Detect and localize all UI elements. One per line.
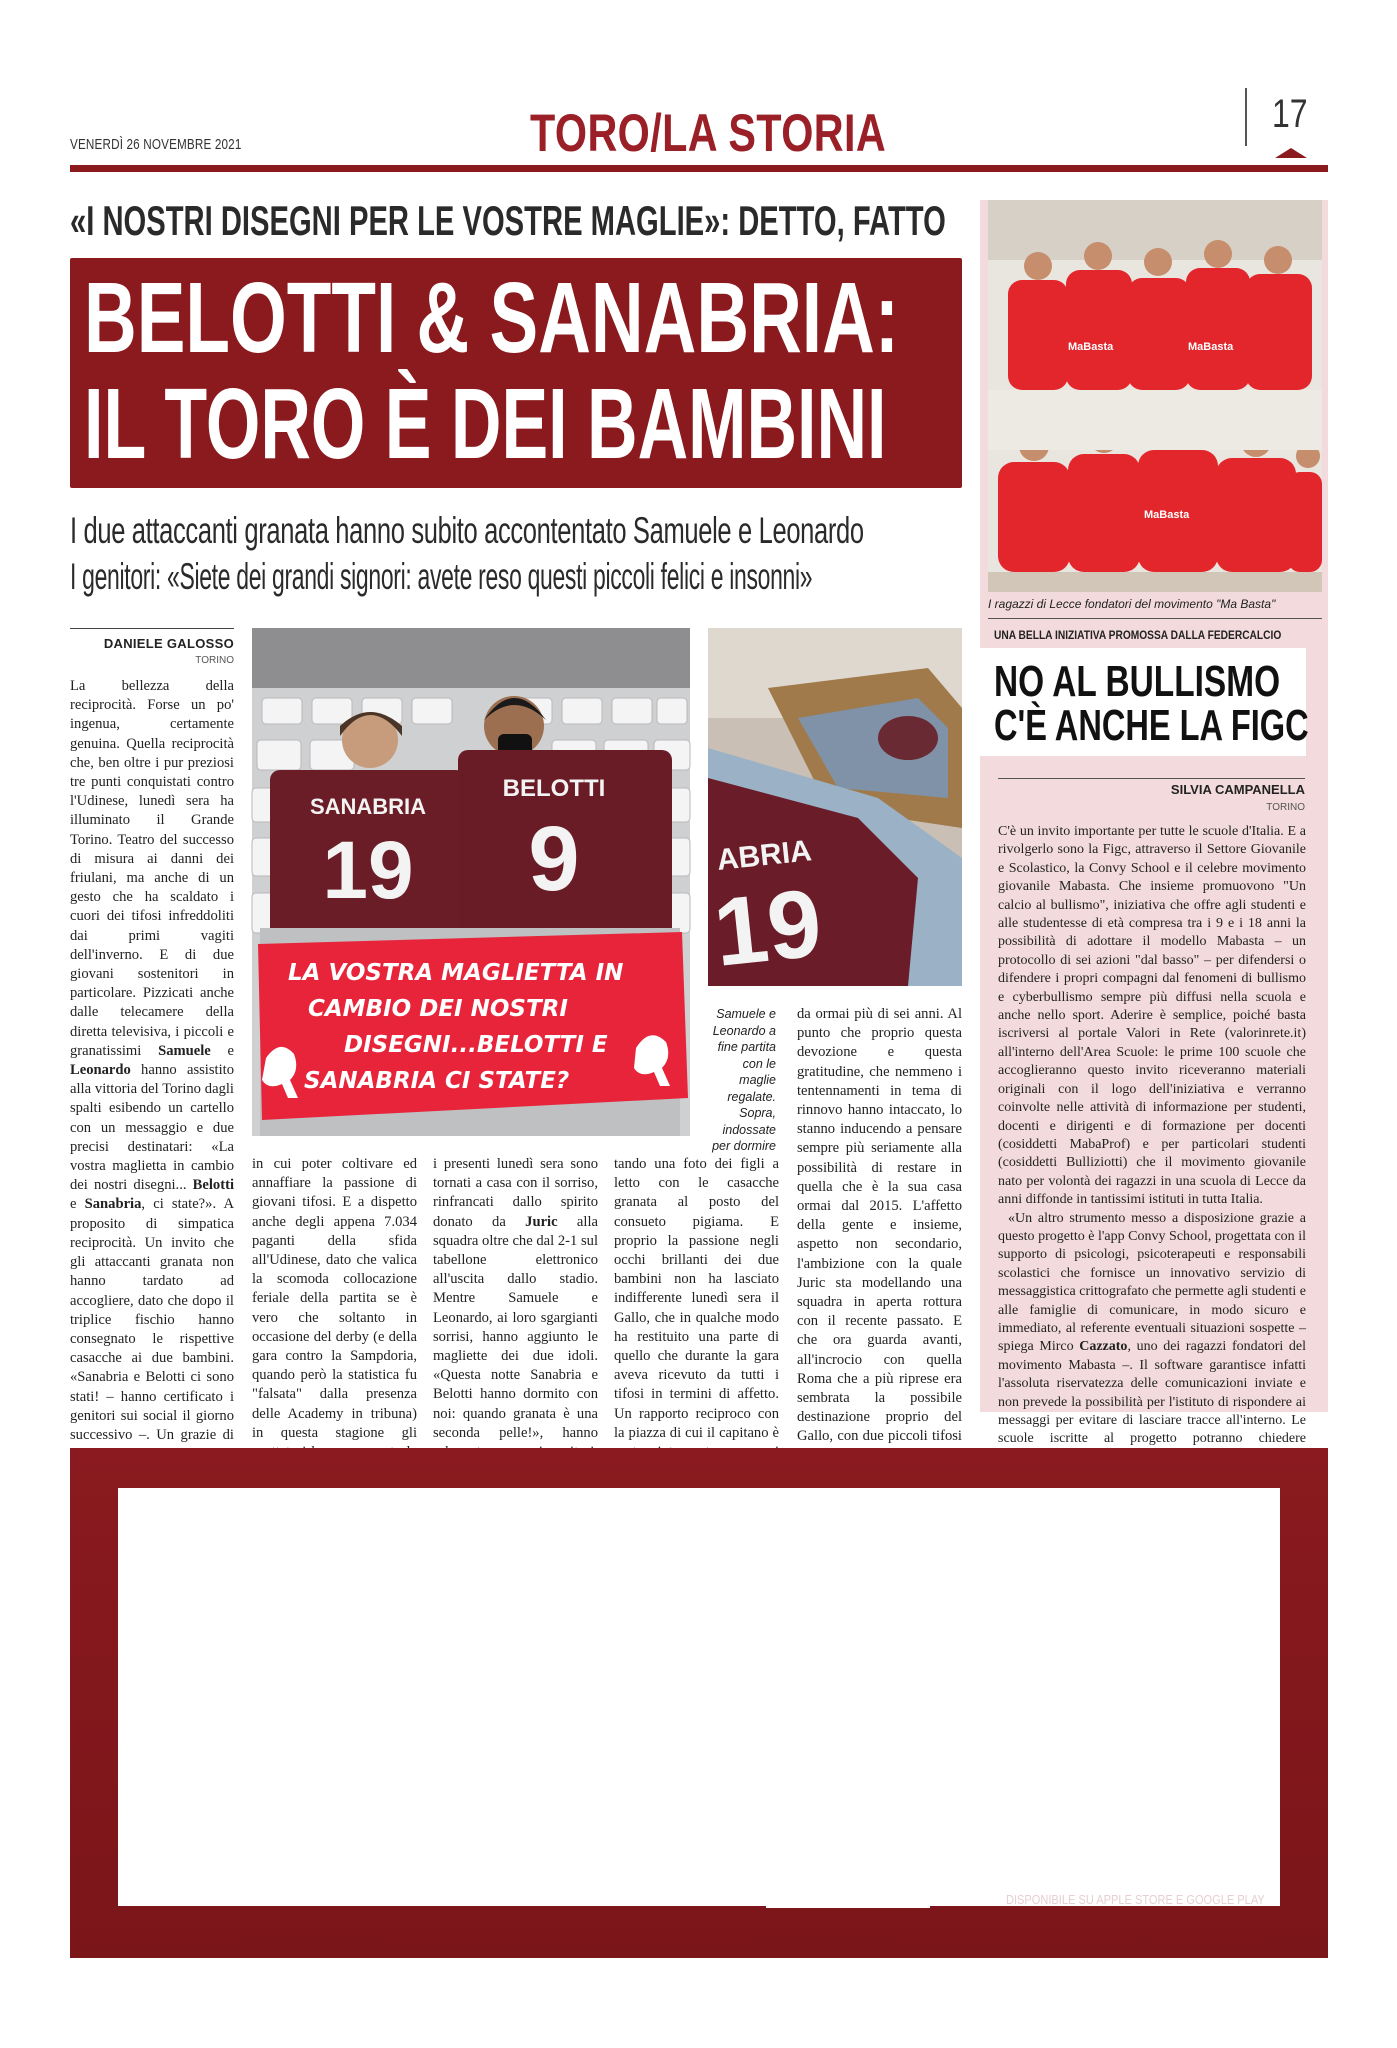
jersey-right-name: BELOTTI <box>502 775 606 802</box>
sidebar-author: SILVIA CAMPANELLA <box>1170 782 1305 797</box>
section-title: TORO/LA STORIA <box>530 104 887 163</box>
advertisement-footer-text: DISPONIBILE SU APPLE STORE E GOOGLE PLAY <box>1006 1892 1265 1907</box>
photo-caption: Samuele e Leonardo a fine partita con le maglie regalate. Sopra, indossate per dormire <box>712 1007 776 1153</box>
bold-name: Sanabria <box>84 1196 142 1213</box>
kicker: «I NOSTRI DISEGNI PER LE VOSTRE MAGLIE»: DETTO, FATTO <box>70 197 946 244</box>
bed-photo <box>708 628 962 986</box>
header-rule <box>70 165 1328 172</box>
body-text: hanno assistito alla vittoria del Torino dagli spalti esibendo un cartello con un messaggio e due precisi destinatari: «La vostra maglietta in cambio dei nostri disegni... <box>70 1062 234 1194</box>
body-text: «Un altro strumento messo a disposizione grazie a questo progetto è l'app Convy School, progettata con il supporto di psicologi, psicoterapeuti e responsabili scolastici che fornisce un innovativo servizio di messaggistica crittografato che permette agli studenti e alle famiglie di comunicare, in modo sicuro e immediato, al referente eventuali situazioni sospette – spiega Mirco <box>998 1210 1306 1355</box>
sidebar-headline-box <box>980 648 1309 756</box>
sidebar-headline-line-1: NO AL BULLISMO <box>994 657 1281 706</box>
page-number-marker-icon <box>1275 148 1307 158</box>
byline-rule <box>70 628 234 629</box>
sidebar-byline-rule <box>998 778 1305 779</box>
shirt-logo-text: MaBasta <box>1068 341 1114 353</box>
author-name: DANIELE GALOSSO <box>103 636 234 651</box>
jersey-left-number: 19 <box>322 825 414 916</box>
sidebar-body <box>998 823 1306 1447</box>
bold-name: Samuele <box>158 1042 211 1059</box>
bed-jersey-name: ABRIA <box>715 834 814 877</box>
sidebar-kicker: UNA BELLA INIZIATIVA PROMOSSA DALLA FEDERCALCIO <box>994 628 1282 642</box>
sidebar-paragraph-2 <box>998 1210 1306 1468</box>
sidebar-caption-rule <box>988 618 1322 619</box>
page-date: VENERDÌ 26 NOVEMBRE 2021 <box>70 136 242 153</box>
headline-box <box>70 258 962 488</box>
body-column-4: tando una foto dei figli a letto con le casacche granata al posto del consueto pigiama. E proprio la passione negli occhi brillanti dei due bambini non ha lasciato indifferente lunedì sera il Gallo, che in qualche modo ha restituito una parte di quello che durante la gara aveva ricevuto da tutti i tifosi in termini di affetto. Un rapporto reciproco con la piazza di cui il capitano è <box>614 1156 779 1441</box>
stadium-photo-graphic <box>252 628 690 1136</box>
headline-line-2: IL TORO È DEI BAMBINI <box>84 368 887 480</box>
body-column-2: in cui poter coltivare ed annaffiare la passione di giovani tifosi. E a dispetto anche degli appena 7.034 paganti della sfida all'Udinese, dato che valica la scomoda collocazione feriale della partita se è vero che soltanto in occasione del derby (e della gara contro la Sampdoria, quando però la statistica fu "falsata" dalla presenza delle Academy in tribuna) in questa stagione gli <box>252 1156 417 1441</box>
banner-text-line-2: CAMBIO DEI NOSTRI <box>308 996 568 1022</box>
body-text: , uno dei ragazzi fondatori del movimento Mabasta –. Il software garantisce infatti l'assoluta riservatezza delle comunicazioni inviate e non prevede la possibilità per l'istituto di rispondere ai messaggi per evitare di lasciare tracce all'interno. Le scuole iscritte al progetto potranno chiedere <box>998 1339 1306 1447</box>
bed-jersey-number: 19 <box>709 869 827 987</box>
bold-name: Belotti <box>192 1177 234 1194</box>
body-text: , ci state?». A proposito di simpatica reciprocità. Un invito che gli attaccanti granata non hanno tardato ad accogliere, dato che dopo il triplice fischio hanno consegnato le rispettive casacche ai due bambini. «Sanabria e Belotti ci sono stati! – hanno certificato i genitori sui social il giorno successivo –. Un grazie di <box>70 1196 234 1443</box>
sidebar-headline-line-2: C'È ANCHE LA FIGC <box>994 701 1309 750</box>
subhead-line-1: I due attaccanti granata hanno subito accontentato Samuele e Leonardo <box>70 510 864 551</box>
bed-photo-graphic <box>708 628 962 986</box>
banner-text-line-3: DISEGNI...BELOTTI E <box>344 1032 608 1058</box>
body-text: La bellezza della reciprocità. Forse un po' ingenua, certamente genuina. Quella reciprocità che, ben oltre i pur preziosi tre punti conquistati contro l'Udinese, lunedì sera ha illuminato il Grande Torino. Teatro del successo di misura ai danni dei friulani, ma anche di un gesto che ha scaldato i cuori dei tifosi infreddoliti dai primi vagiti dell'inverno. E di due giovani sostenitori in particolare. Pizzicati anche dalle telecamere della diretta televisiva, i piccoli e granatissimi <box>70 678 234 1059</box>
body-column-3 <box>433 1155 598 1460</box>
shirt-logo-text: MaBasta <box>1188 341 1234 353</box>
banner-text-line-4: SANABRIA CI STATE? <box>304 1068 570 1094</box>
body-column-5: da ormai più di sei anni. Al punto che proprio questa devozione e questa gratitudine, che nemmeno i tentennamenti in tema di rinnovo hanno intaccato, lo stanno inducendo a pensare sempre più seriamente alla possibilità di restare in quella che è la sua casa ormai dal 2015. L'affetto della gente e insieme, aspetto non secondario, l'ambizione con la quale Juric sta modellando una squadra in aperta rottura con il recente passato. E che ora guarda avanti, all'incrocio con quella Roma che a più riprese era sembrata la possibile destinazione proprio del Gallo, con due piccoli tifosi <box>797 1006 962 1445</box>
advertisement-blank-area <box>118 1488 1280 1906</box>
jersey-left-name: SANABRIA <box>309 794 427 819</box>
sidebar-photo-graphic <box>988 200 1322 592</box>
author-location: TORINO <box>195 655 234 666</box>
body-text: alla squadra oltre che dal 2-1 sul tabellone elettronico all'uscita dallo stadio. Mentre Samuele e Leonardo, ai loro sgargianti sorrisi, hanno aggiunto le magliette dei due idoli. «Questa notte Sanabria e Belotti hanno dormito con noi: quando granata è una seconda pelle!», hanno <box>433 1213 598 1441</box>
body-column-1 <box>70 677 234 1457</box>
page-number: 17 <box>1272 92 1308 136</box>
sidebar-photo-caption: I ragazzi di Lecce fondatori del movimento "Ma Basta" <box>988 597 1276 611</box>
page-number-divider <box>1245 88 1247 146</box>
advertisement-tab <box>766 1900 930 1908</box>
body-text: e <box>210 1042 234 1059</box>
banner-text-line-1: LA VOSTRA MAGLIETTA IN <box>288 960 624 986</box>
body-text: e <box>70 1196 85 1213</box>
stadium-photo <box>252 628 690 1136</box>
bold-name: Cazzato <box>1079 1339 1128 1355</box>
sidebar-author-location: TORINO <box>1266 802 1305 813</box>
body-text: i presenti lunedì sera sono tornati a casa con il sorriso, rinfrancati dallo spirito donato da <box>433 1156 598 1230</box>
headline-line-1: BELOTTI & SANABRIA: <box>84 262 900 374</box>
shirt-logo-text: MaBasta <box>1144 509 1190 521</box>
bold-name: Leonardo <box>70 1062 131 1079</box>
jersey-right-number: 9 <box>528 808 580 910</box>
subhead-line-2: I genitori: «Siete dei grandi signori: avete reso questi piccoli felici e insonni» <box>70 556 813 597</box>
bold-name: Juric <box>525 1213 558 1230</box>
sidebar-photo <box>988 200 1322 592</box>
sidebar-paragraph-1: C'è un invito importante per tutte le scuole d'Italia. E a rivolgerlo sono la Figc, attraverso il Settore Giovanile e Scolastico, la Convy School e il celebre movimento giovanile Mabasta. Che insieme promuovono "Un calcio al bullismo", iniziativa che offre agli studenti e alle studentesse di età compresa tra i 9 e i 18 anni la possibilità di adottare il modello Mabasta – un protocollo di sei azioni "dal basso" – per difendersi o difendere i propri compagni dal fenomeni di bullismo e cyberbullismo sempre più diffusi nella scuola e anche nello sport. Aderire è semplice, poiché basta iscriversi al portale Valori in Rete (valorinrete.it) all'interno dell'Area Scuole: le prime 100 scuole che accoglieranno questo invito riceveranno materiali originali con il logo dell'iniziativa e verranno coinvolte nelle attività di informazione per studenti, docenti e dirigenti e di formazione per docenti (cosiddetti MabaProf) e per particolari studenti (cosiddetti Bulliziotti) che il movimento giovanile nato per volontà dei ragazzi in una scuola di Lecce da anni diffonde in tantissimi istituti in tutta Italia. <box>998 824 1306 1208</box>
